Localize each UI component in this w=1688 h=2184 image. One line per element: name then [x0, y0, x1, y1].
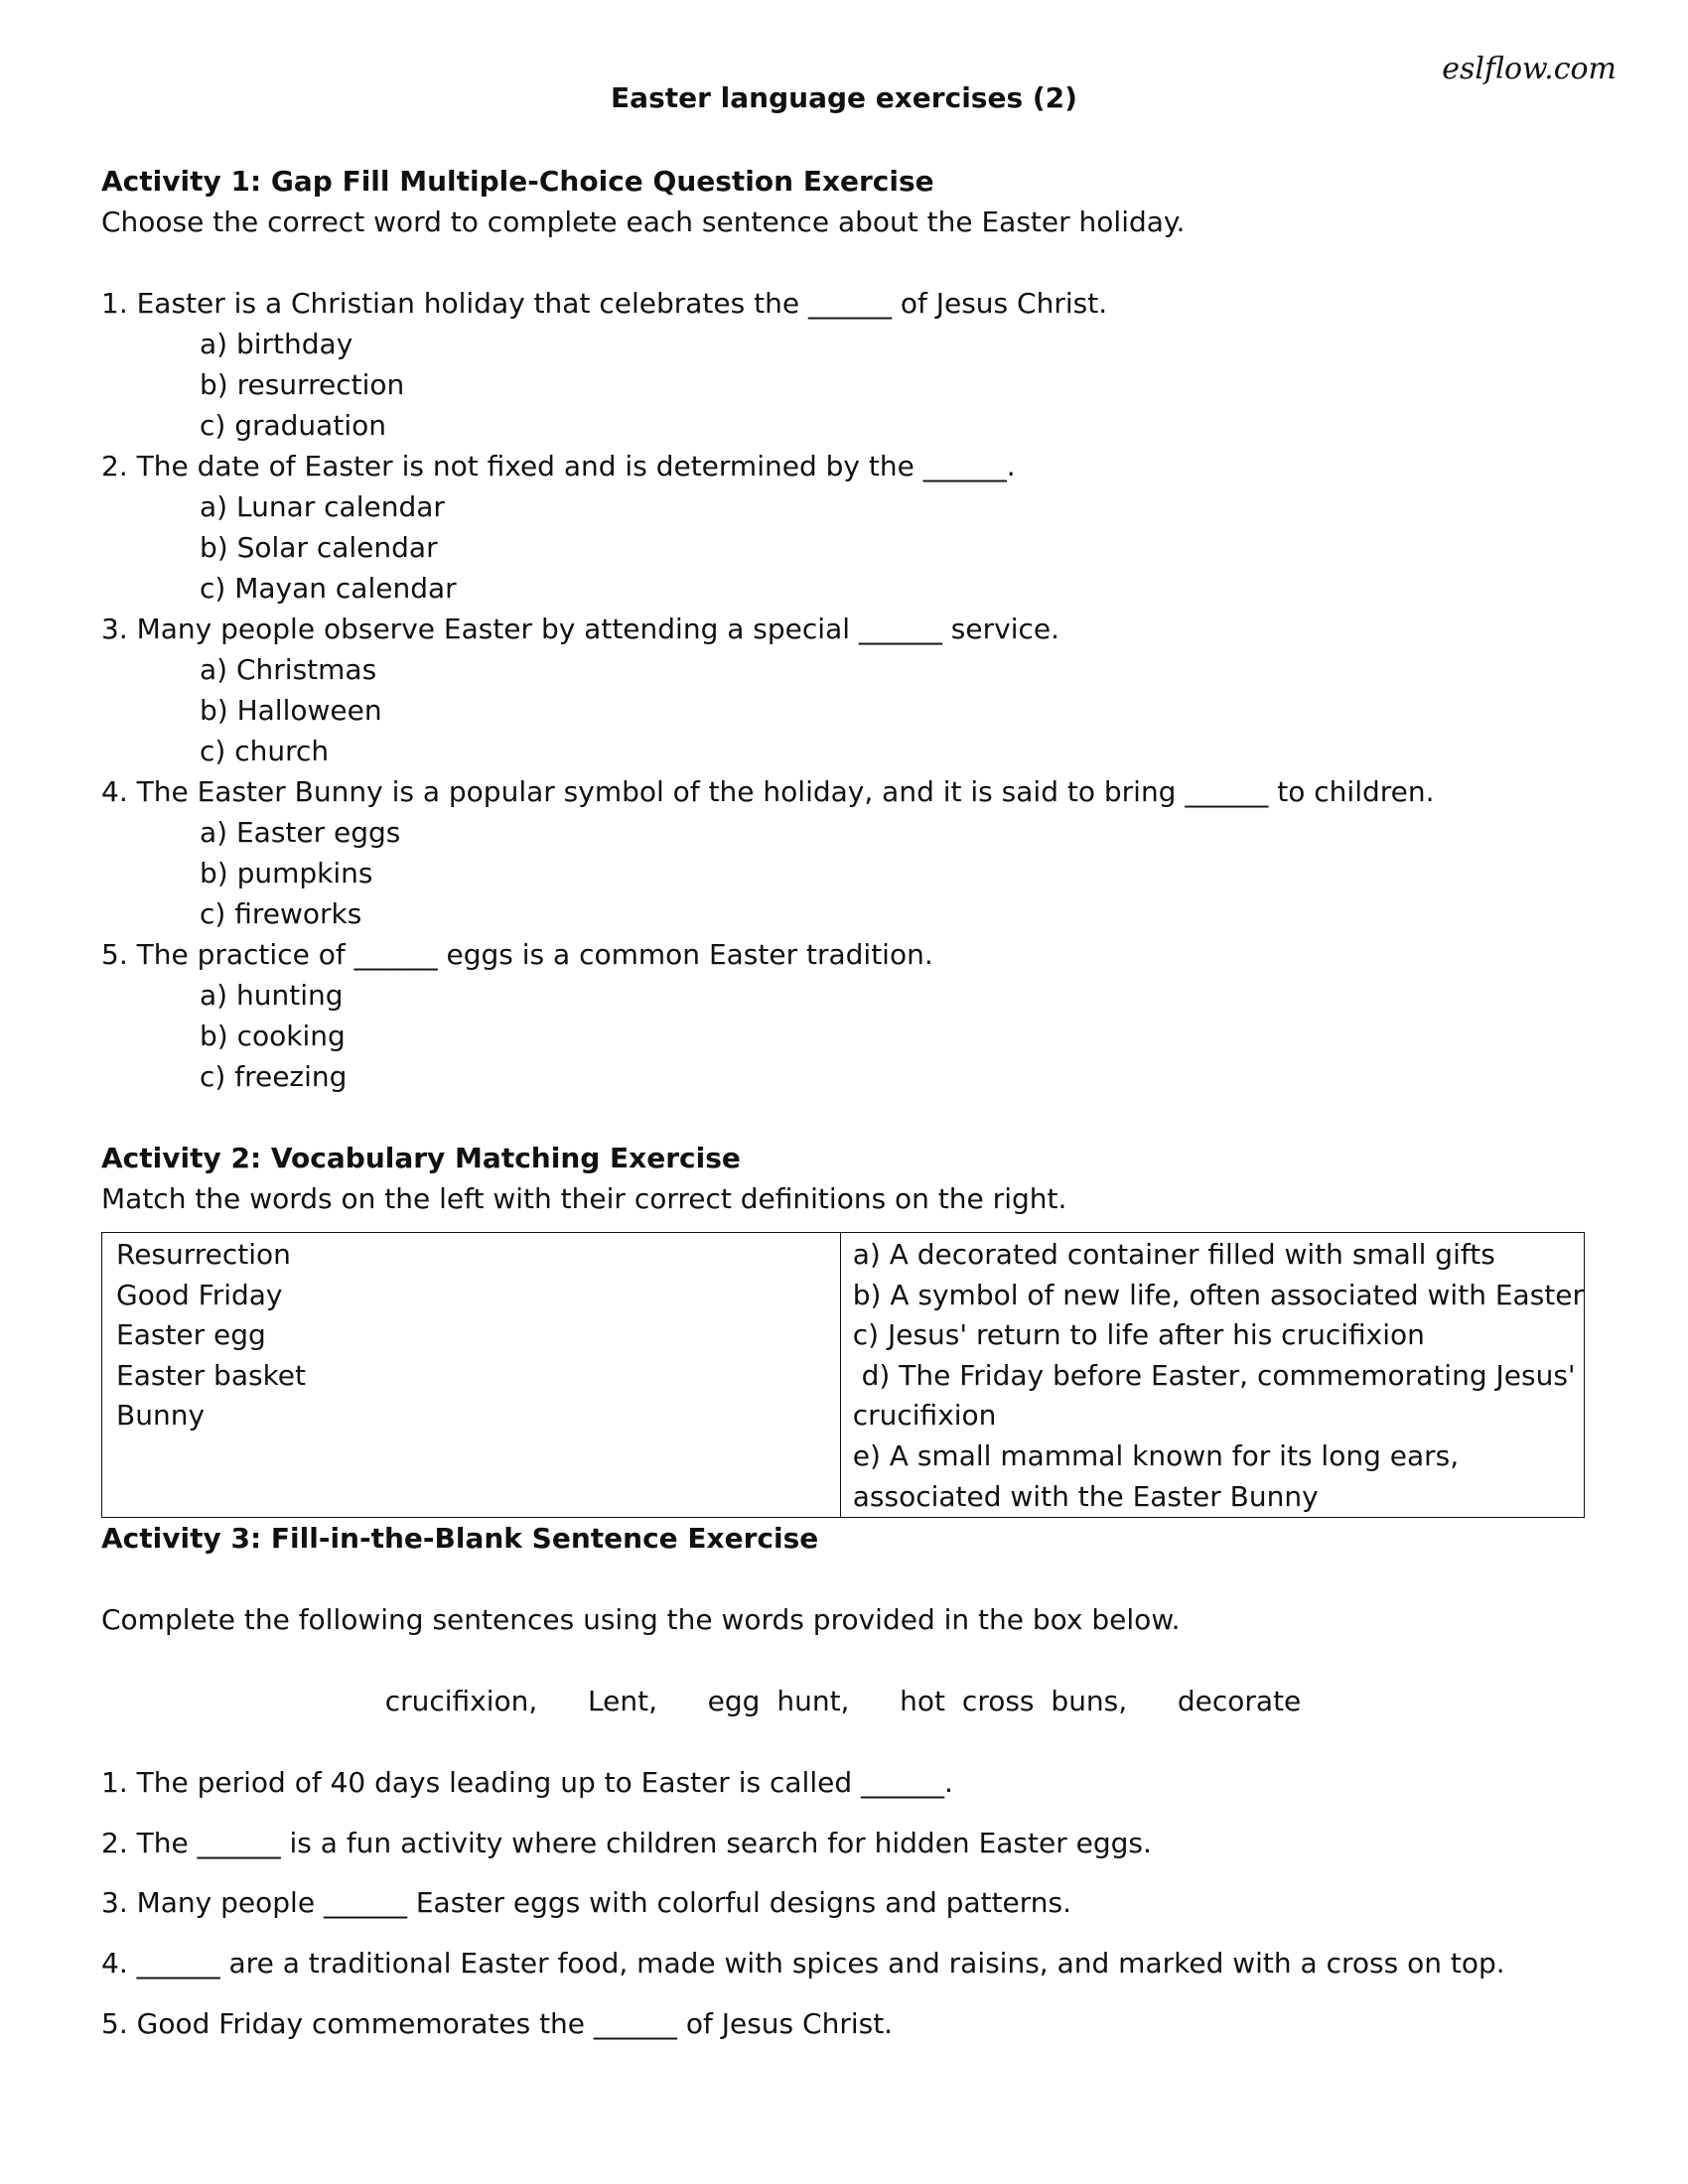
question-4 [101, 771, 1591, 934]
site-watermark: eslflow.com [1442, 52, 1617, 86]
question-1 [101, 283, 1591, 446]
question-5 [101, 934, 1591, 1097]
answer-option: b) resurrection [200, 368, 405, 401]
term-item: Bunny [116, 1399, 206, 1433]
definition-item: e) A small mammal known for its long ears, [852, 1438, 1460, 1472]
matching-table [101, 1232, 1585, 1518]
answer-option: c) fireworks [200, 897, 362, 930]
question-text: 3. Many people observe Easter by attending a special ______ service. [101, 613, 1060, 645]
definition-item: d) The Friday before Easter, commemorating Jesus' [852, 1358, 1576, 1392]
answer-option: b) cooking [200, 1020, 346, 1052]
spacer [101, 1559, 1591, 1599]
question-text: 1. Easter is a Christian holiday that celebrates the ______ of Jesus Christ. [101, 287, 1108, 320]
term-item: Easter basket [116, 1358, 306, 1392]
question-3 [101, 609, 1591, 771]
sentence-item: 5. Good Friday commemorates the ______ of Jesus Christ. [101, 2006, 894, 2040]
answer-option: c) church [200, 735, 330, 767]
definitions-column [840, 1233, 1584, 1518]
activity-1-heading: Activity 1: Gap Fill Multiple-Choice Question Exercise [101, 165, 934, 198]
answer-option: a) Lunar calendar [200, 490, 445, 523]
definition-item: b) A symbol of new life, often associated with Easter [852, 1278, 1584, 1311]
term-item: Resurrection [116, 1238, 291, 1271]
question-text: 2. The date of Easter is not fixed and is determined by the ______. [101, 450, 1016, 482]
sentence-item: 1. The period of 40 days leading up to Easter is called ______. [101, 1766, 953, 1800]
worksheet-body [101, 161, 1591, 2063]
question-text: 4. The Easter Bunny is a popular symbol of the holiday, and it is said to bring ______ to children. [101, 775, 1435, 808]
activity-3-heading: Activity 3: Fill-in-the-Blank Sentence Exercise [101, 1522, 819, 1556]
sentence-item: 4. ______ are a traditional Easter food, made with spices and raisins, and marked with a cross on top. [101, 1946, 1505, 1979]
definition-item: a) A decorated container filled with small gifts [852, 1238, 1495, 1271]
spacer [101, 1721, 1591, 1762]
activity-2 [101, 1138, 1591, 1518]
definition-item: associated with the Easter Bunny [852, 1479, 1319, 1513]
answer-option: c) graduation [200, 409, 386, 442]
answer-option: a) Easter eggs [200, 816, 401, 849]
answer-option: b) Halloween [200, 694, 382, 727]
spacer [101, 1640, 1591, 1681]
answer-option: a) birthday [200, 328, 353, 360]
activity-3 [101, 1518, 1591, 2063]
question-2 [101, 446, 1591, 609]
word-bank: crucifixion, Lent, egg hunt, hot cross buns, decorate [384, 1685, 1302, 1718]
activity-1-instructions: Choose the correct word to complete each sentence about the Easter holiday. [101, 205, 1186, 238]
activity-3-instructions: Complete the following sentences using the words provided in the box below. [101, 1603, 1181, 1637]
activity-2-heading: Activity 2: Vocabulary Matching Exercise [101, 1142, 741, 1174]
spacer [101, 1097, 1591, 1138]
answer-option: c) freezing [200, 1060, 348, 1093]
spacer [101, 242, 1591, 283]
term-item: Easter egg [116, 1318, 266, 1352]
activity-1 [101, 161, 1591, 1097]
activity-2-instructions: Match the words on the left with their correct definitions on the right. [101, 1182, 1067, 1215]
terms-column [102, 1233, 841, 1518]
sentence-item: 3. Many people ______ Easter eggs with colorful designs and patterns. [101, 1886, 1072, 1920]
definition-item: crucifixion [852, 1399, 997, 1433]
question-text: 5. The practice of ______ eggs is a common Easter tradition. [101, 938, 933, 971]
answer-option: c) Mayan calendar [200, 572, 457, 605]
answer-option: a) Christmas [200, 653, 377, 686]
sentence-item: 2. The ______ is a fun activity where children search for hidden Easter eggs. [101, 1826, 1152, 1859]
answer-option: b) Solar calendar [200, 531, 438, 564]
table-row [102, 1233, 1585, 1518]
page-title: Easter language exercises (2) [611, 81, 1077, 114]
answer-option: b) pumpkins [200, 857, 373, 889]
definition-item: c) Jesus' return to life after his crucifixion [852, 1318, 1425, 1352]
answer-option: a) hunting [200, 979, 344, 1012]
term-item: Good Friday [116, 1278, 283, 1311]
